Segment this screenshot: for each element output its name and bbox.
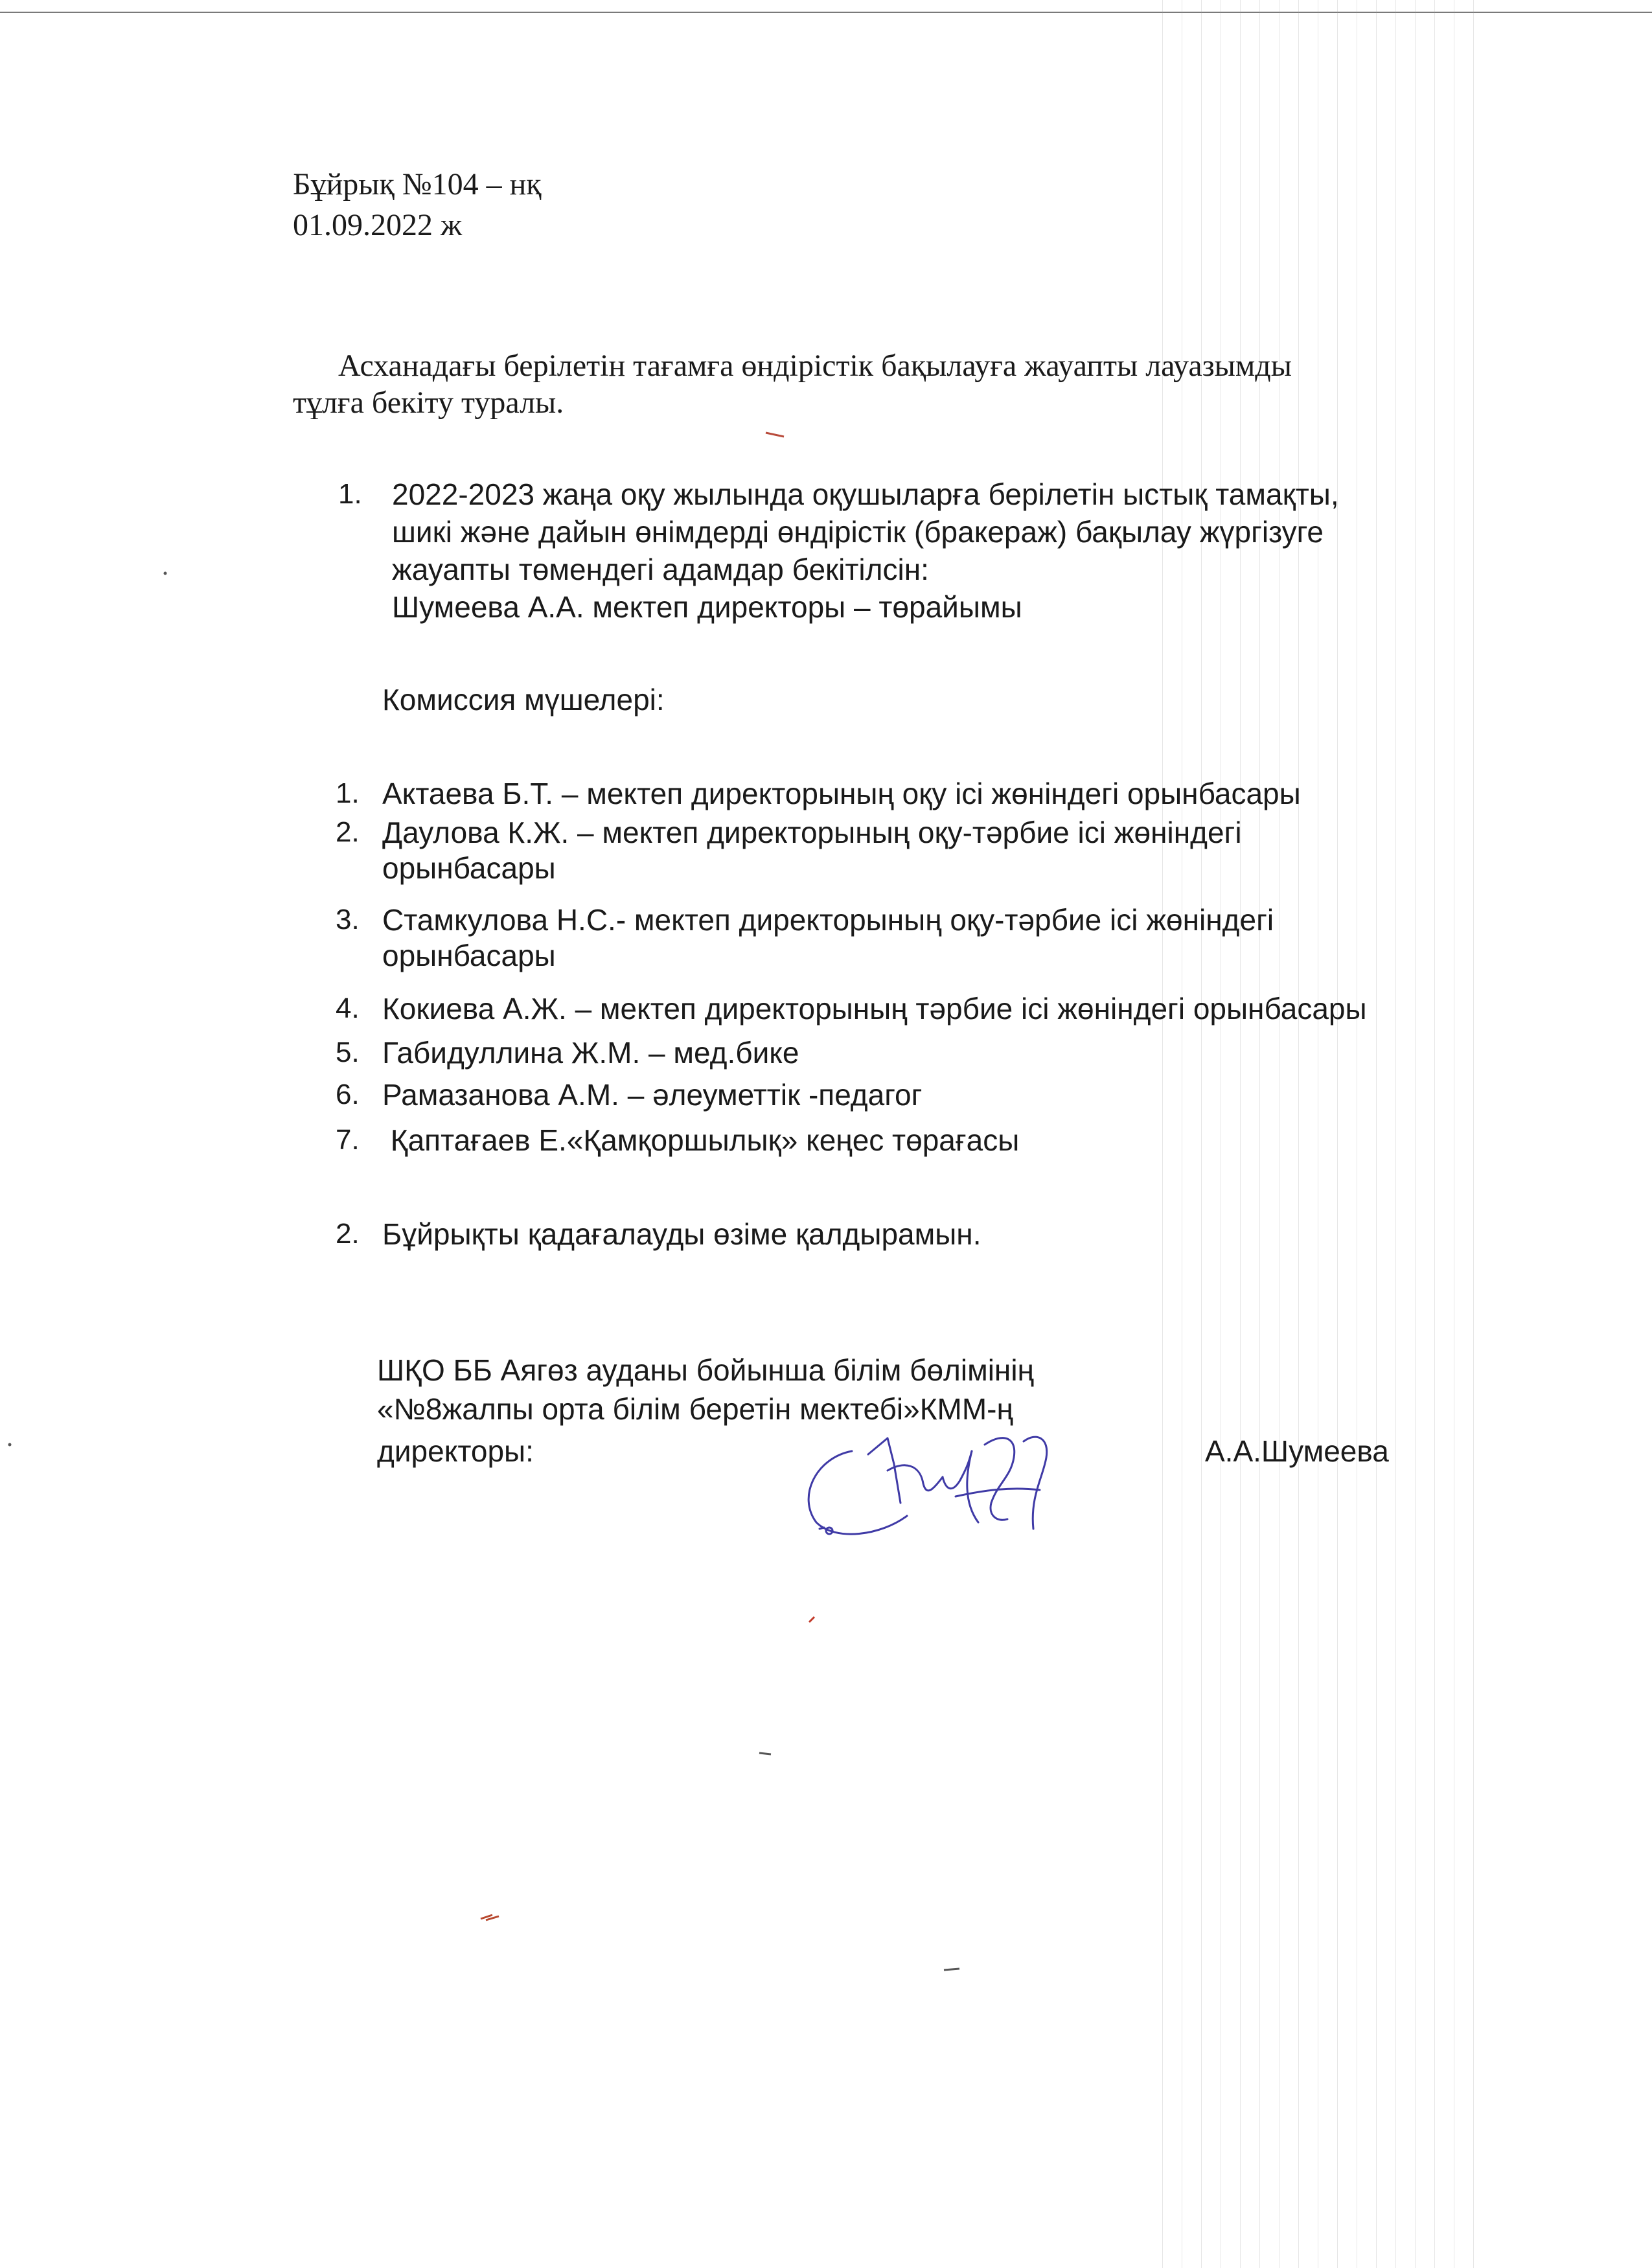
order-date: 01.09.2022 ж <box>293 208 463 242</box>
director-title: директоры: <box>377 1434 534 1468</box>
item-1-number: 1. <box>338 478 362 510</box>
scan-top-edge <box>0 12 1652 13</box>
member-7-number: 7. <box>336 1124 360 1156</box>
member-5-line-1: Габидуллина Ж.М. – мед.бике <box>382 1036 799 1070</box>
scan-speck <box>162 570 168 577</box>
order-number: Бұйрық №104 – нқ <box>293 167 542 201</box>
item-2-number: 2. <box>336 1218 360 1250</box>
member-3-line-1: Стамкулова Н.С.- мектеп директорының оқу-тәрбие ісі жөніндегі <box>382 903 1274 937</box>
scan-speck <box>943 1966 962 1974</box>
member-2-number: 2. <box>336 816 360 848</box>
member-3-number: 3. <box>336 904 360 935</box>
member-7-line-1: Қаптағаев Е.«Қамқоршылық» кеңес төрағасы <box>382 1123 1020 1157</box>
member-6-line-1: Рамазанова А.М. – әлеуметтік -педагог <box>382 1078 923 1112</box>
member-4-line-1: Кокиева А.Ж. – мектеп директорының тәрбие ісі жөніндегі орынбасары <box>382 992 1367 1025</box>
scan-artifact-stripes <box>1153 0 1490 2268</box>
scan-speck <box>764 428 790 441</box>
item-1-line-3: жауапты төмендегі адамдар бекітілсін: <box>392 553 929 586</box>
subject-line-2: тұлға бекіту туралы. <box>293 385 564 420</box>
member-3-line-2: орынбасары <box>382 939 556 972</box>
scan-speck <box>758 1749 774 1757</box>
member-1-number: 1. <box>336 777 360 809</box>
member-2-line-2: орынбасары <box>382 851 556 885</box>
member-5-number: 5. <box>336 1037 360 1068</box>
handwritten-signature <box>790 1425 1062 1548</box>
member-4-number: 4. <box>336 992 360 1024</box>
member-1-line-1: Актаева Б.Т. – мектеп директорының оқу ісі жөніндегі орынбасары <box>382 777 1301 810</box>
scan-speck <box>807 1613 820 1626</box>
item-1-line-1: 2022-2023 жаңа оқу жылында оқушыларға берілетін ыстық тамақты, <box>392 477 1339 511</box>
org-line-2: «№8жалпы орта білім беретін мектебі»КММ-ң <box>377 1392 1013 1426</box>
member-2-line-1: Даулова К.Ж. – мектеп директорының оқу-тәрбие ісі жөніндегі <box>382 816 1242 849</box>
signatory-name: А.А.Шумеева <box>1205 1434 1389 1468</box>
subject-line-1: Асханадағы берілетін тағамға өндірістік бақылауға жауапты лауазымды <box>338 349 1292 383</box>
member-6-number: 6. <box>336 1079 360 1110</box>
scan-speck <box>6 1441 13 1448</box>
commission-label: Комиссия мүшелері: <box>382 683 665 716</box>
item-1-line-4: Шумеева А.А. мектеп директоры – төрайымы <box>392 590 1022 624</box>
org-line-1: ШҚО ББ Аягөз ауданы бойынша білім бөлімінің <box>377 1353 1034 1387</box>
item-2-text: Бұйрықты қадағалауды өзіме қалдырамын. <box>382 1217 981 1251</box>
item-1-line-2: шикі және дайын өнімдерді өндірістік (бракераж) бақылау жүргізуге <box>392 515 1324 549</box>
scan-speck <box>479 1911 505 1924</box>
